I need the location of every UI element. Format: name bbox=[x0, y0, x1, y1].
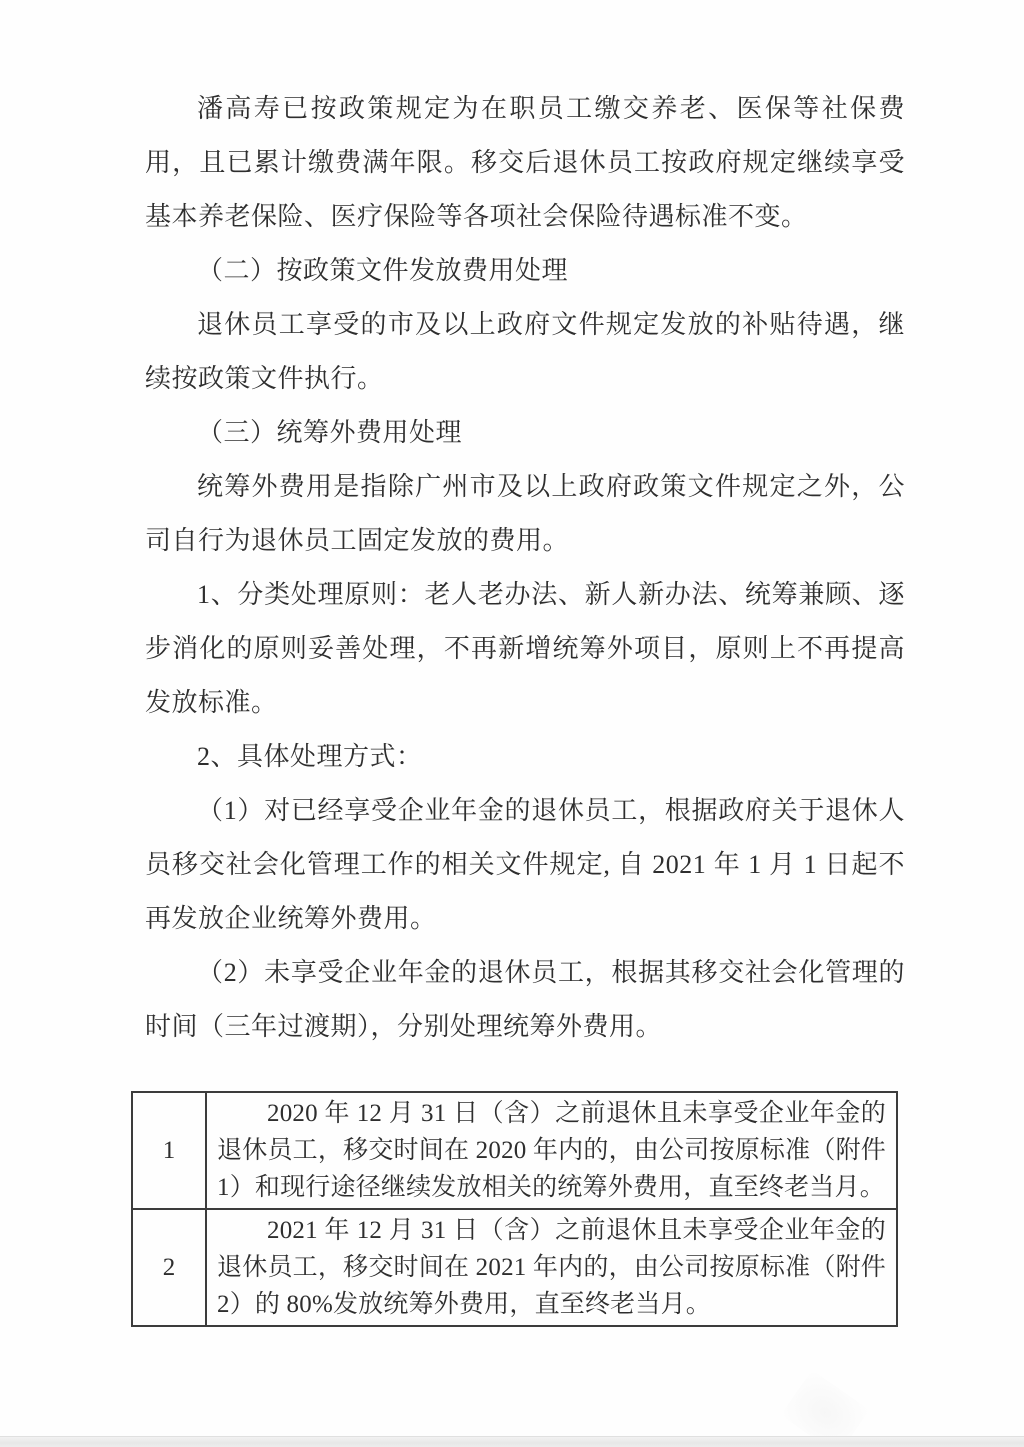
paragraph-social-insurance: 潘高寿已按政策规定为在职员工缴交养老、医保等社保费用，且已累计缴费满年限。移交后退休员工按政府规定继续享受基本养老保险、医疗保险等各项社会保险待遇标准不变。 bbox=[145, 94, 905, 231]
row-text: 2020 年 12 月 31 日（含）之前退休且未享受企业年金的退休员工，移交时间在 2020 年内的，由公司按原标准（附件 1）和现行途径继续发放相关的统筹外费用，直至终老当月。 bbox=[217, 1100, 886, 1201]
row-index-cell: 1 bbox=[132, 1092, 206, 1209]
transition-period-table bbox=[131, 1091, 898, 1327]
paragraph-policy-subsidy: 退休员工享受的市及以上政府文件规定发放的补贴待遇，继续按政策文件执行。 bbox=[145, 310, 905, 393]
heading-section-3: （三）统筹外费用处理 bbox=[197, 418, 463, 447]
scan-edge bbox=[0, 1436, 1024, 1447]
paragraph-definition: 统筹外费用是指除广州市及以上政府政策文件规定之外，公司自行为退休员工固定发放的费用。 bbox=[145, 472, 905, 555]
table-row bbox=[132, 1092, 897, 1209]
row-text: 2021 年 12 月 31 日（含）之前退休且未享受企业年金的退休员工，移交时间在 2021 年内的，由公司按原标准（附件 2）的 80%发放统筹外费用，直至终老当月。 bbox=[217, 1217, 886, 1318]
document-body bbox=[145, 82, 905, 1054]
row-index-cell: 2 bbox=[132, 1209, 206, 1326]
paragraph-method-2: （2）未享受企业年金的退休员工，根据其移交社会化管理的时间（三年过渡期），分别处理统筹外费用。 bbox=[145, 958, 905, 1041]
row-text-cell bbox=[206, 1209, 897, 1326]
table-row bbox=[132, 1209, 897, 1326]
paragraph-method-1: （1）对已经享受企业年金的退休员工，根据政府关于退休人员移交社会化管理工作的相关文件规定, 自 2021 年 1 月 1 日起不再发放企业统筹外费用。 bbox=[145, 796, 905, 933]
heading-section-2: （二）按政策文件发放费用处理 bbox=[197, 256, 569, 285]
paragraph-principle: 1、分类处理原则：老人老办法、新人新办法、统筹兼顾、逐步消化的原则妥善处理，不再新增统筹外项目，原则上不再提高发放标准。 bbox=[145, 580, 905, 717]
paragraph-method-title: 2、具体处理方式： bbox=[197, 742, 423, 771]
row-text-cell bbox=[206, 1092, 897, 1209]
